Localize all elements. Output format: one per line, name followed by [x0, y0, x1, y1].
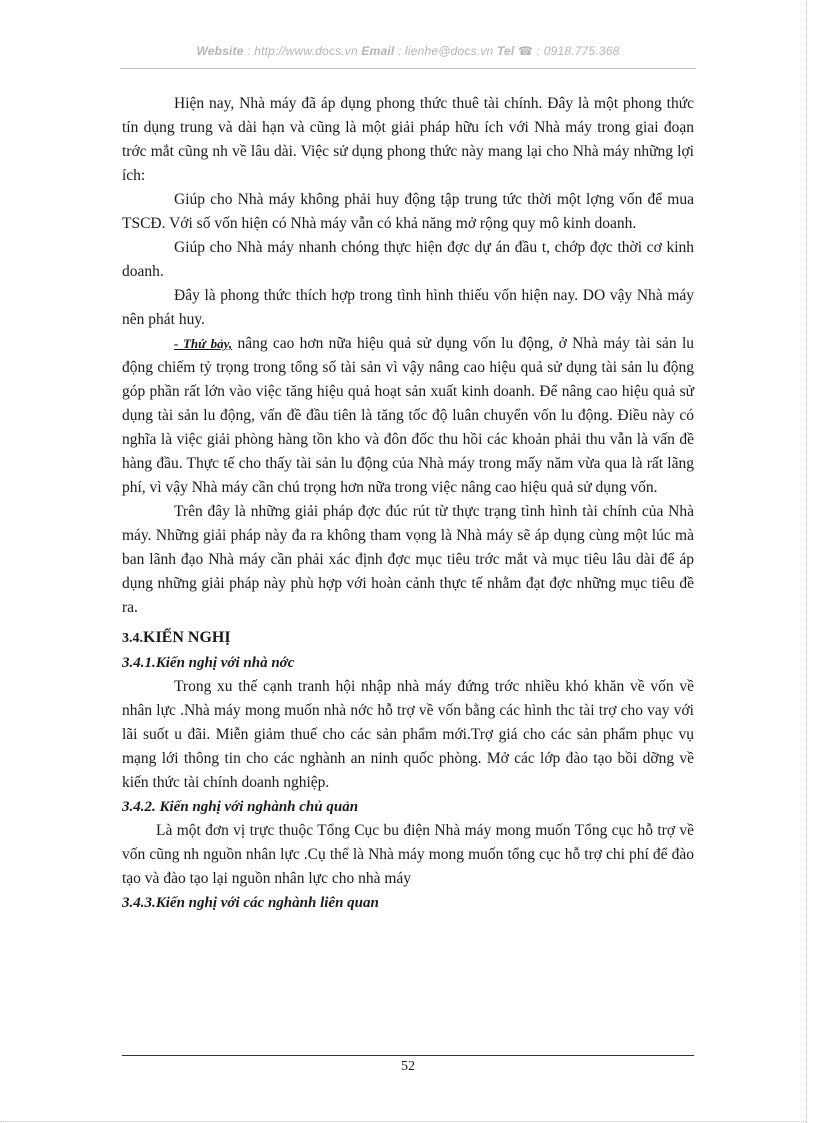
- paragraph-benefit-2: Giúp cho Nhà máy nhanh chóng thực hiện đợc dự án đầu t, chớp đợc thời cơ kinh doanh.: [122, 239, 694, 280]
- website-label: Website: [196, 44, 244, 58]
- subsection-2-title: 3.4.2. Kiến nghị với nghành chủ quản: [122, 799, 359, 815]
- email-value: : lienhe@docs.vn: [394, 44, 497, 58]
- footer-rule: [122, 1055, 694, 1056]
- section-heading: [122, 626, 694, 651]
- subsection-2-text: Là một đơn vị trực thuộc Tổng Cục bu điện Nhà máy mong muốn Tổng cục hỗ trợ về vốn cũng nh nguồn nhân lực .Cụ thể là Nhà máy mong muốn tổng cục hỗ trợ chi phí để đào tạo và đào tạo lại nguồn nhân lực cho nhà máy: [122, 822, 694, 887]
- email-label: Email: [361, 44, 395, 58]
- section-number: 3.4.: [122, 631, 143, 646]
- paragraph-benefit-1: Giúp cho Nhà máy không phải huy động tập trung tức thời một lợng vốn để mua TSCĐ. Với số vốn hiện có Nhà máy vẫn có khả năng mở rộng quy mô kinh doanh.: [122, 191, 694, 232]
- subsection-1-text: Trong xu thế cạnh tranh hội nhập nhà máy đứng trớc nhiều khó khăn về vốn về nhân lực .Nhà máy mong muốn nhà nớc hỗ trợ về vốn bằng các hình thc tài trợ cho vay với lãi suốt u đãi. Miễn giảm thuế cho các sản phẩm mới.Trợ giá cho các sản phẩm phục vụ mạng lới thông tin cho các nghành an ninh quốc phòng. Mở các lớp đào tạo bồi dỡng về kiến thức tài chính doanh nghiệp.: [122, 678, 694, 791]
- header-rule: [120, 68, 696, 69]
- tel-value: ☎ : 0918.775.368: [514, 44, 620, 58]
- paragraph-finance-lease: Hiện nay, Nhà máy đã áp dụng phong thức thuê tài chính. Đây là một phong thức tín dụng trung và dài hạn và cũng là một giải pháp hữu ích với Nhà máy trong giai đoạn trớc mắt cũng nh về lâu dài. Việc sử dụng phong thức này mang lại cho Nhà máy những lợi ích:: [122, 95, 694, 184]
- page-header: [120, 44, 696, 58]
- page-right-border: [806, 0, 807, 1123]
- website-value: : http://www.docs.vn: [243, 44, 362, 58]
- page-number: 52: [401, 1059, 415, 1074]
- seventh-lead: - Thứ bảy,: [174, 336, 233, 351]
- seventh-text: nâng cao hơn nữa hiệu quả sử dụng vốn lu động, ở Nhà máy tài sản lu động chiếm tỷ trọng trong tổng số tài sản vì vậy nâng cao hiệu quả sử dụng tài sản lu động góp phần rất lớn vào việc tăng hiệu quả hoạt sản xuất kinh doanh. Để nâng cao hiệu quả sử dụng tài sản lu động, vấn đề đầu tiên là tăng tốc độ luân chuyển vốn lu động. Điều này có nghĩa là việc giải phòng hàng tồn kho và đôn đốc thu hồi các khoản phải thu vẫn là vấn đề hàng đầu. Thực tế cho thấy tài sản lu động của Nhà máy trong mấy năm vừa qua là rất lãng phí, vì vậy Nhà máy cần chú trọng hơn nữa trong việc nâng cao hiệu quả sử dụng vốn.: [122, 335, 694, 496]
- page-bottom-border: [0, 1121, 806, 1122]
- subsection-3-title: 3.4.3.Kiến nghị với các nghành liên quan: [122, 895, 379, 911]
- paragraph-conclusion-lease: Đây là phong thức thích hợp trong tình hình thiếu vốn hiện nay. DO vậy Nhà máy nên phát huy.: [122, 287, 694, 328]
- section-title: KIẾN NGHỊ: [143, 629, 231, 646]
- tel-label: Tel: [496, 44, 515, 58]
- paragraph-summary: Trên đây là những giải pháp đợc đúc rút từ thực trạng tình hình tài chính của Nhà máy. Những giải pháp này đa ra không tham vọng là Nhà máy sẽ áp dụng cùng một lúc mà ban lãnh đạo Nhà máy cần phải xác định đợc mục tiêu trớc mắt và mục tiêu lâu dài để áp dụng những giải pháp này phù hợp với hoàn cảnh thực tế nhằm đạt đợc những mục tiêu đề ra.: [122, 503, 694, 616]
- subsection-1-title: 3.4.1.Kiến nghị với nhà nớc: [122, 655, 295, 671]
- main-content: [122, 92, 694, 915]
- paragraph-seventh-solution: [122, 332, 694, 500]
